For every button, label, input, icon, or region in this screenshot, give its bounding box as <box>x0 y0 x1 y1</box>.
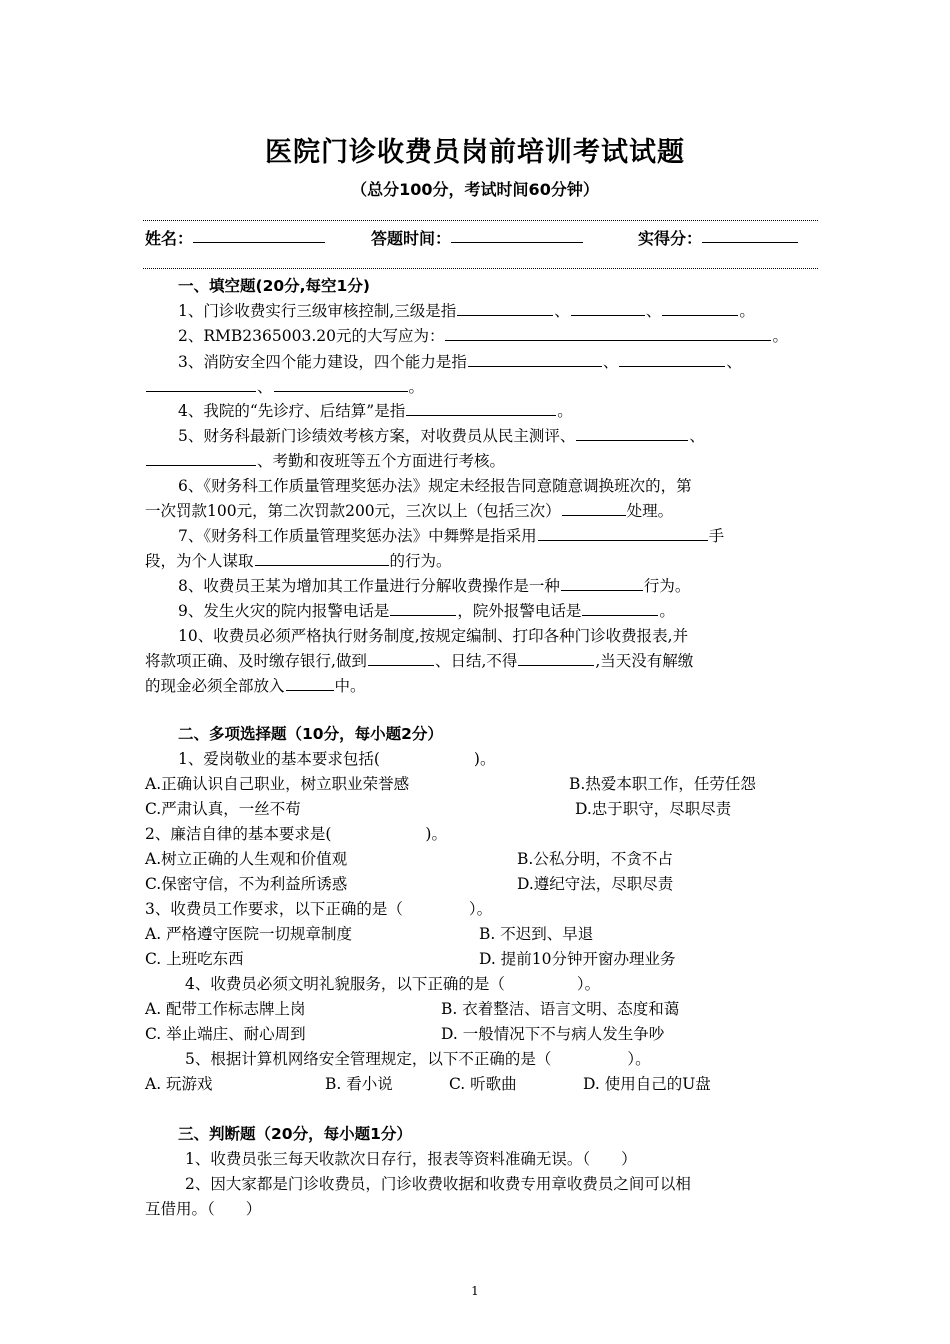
time-blank[interactable] <box>451 226 583 243</box>
blank[interactable] <box>619 352 725 367</box>
section-heading-judgement: 三、判断题（20分，每小题1分） <box>178 1125 412 1143</box>
blank[interactable] <box>286 676 334 691</box>
question-1-2: 2、RMB2365003.20元的大写应为： 。 <box>178 327 788 345</box>
option-b[interactable]: B. 看小说 <box>325 1075 393 1093</box>
blank[interactable] <box>457 301 553 316</box>
question-2-1-options <box>145 772 817 796</box>
option-b[interactable]: B.热爱本职工作，任劳任怨 <box>569 775 756 793</box>
section-heading-multichoice: 二、多项选择题（10分，每小题2分） <box>178 725 443 743</box>
blank[interactable] <box>146 377 256 392</box>
blank[interactable] <box>146 451 256 466</box>
score-blank[interactable] <box>702 226 798 243</box>
option-c[interactable]: C. 上班吃东西 <box>145 950 244 968</box>
option-d[interactable]: D. 使用自己的U盘 <box>583 1075 711 1093</box>
page-title: 医院门诊收费员岗前培训考试试题 <box>265 137 685 168</box>
question-1-9: 9、发生火灾的院内报警电话是 ，院外报警电话是 。 <box>178 602 675 620</box>
option-b[interactable]: B.公私分明，不贪不占 <box>517 850 673 868</box>
divider-top <box>143 220 818 221</box>
question-2-3: 3、收费员工作要求，以下正确的是（ ）。 <box>145 900 493 918</box>
question-1-5: 5、财务科最新门诊绩效考核方案，对收费员从民主测评、 、 <box>178 427 705 445</box>
blank[interactable] <box>538 526 708 541</box>
question-2-2-options <box>145 847 817 871</box>
question-2-5-options <box>145 1072 817 1096</box>
question-3-2-cont: 互借用。（ ） <box>145 1200 262 1218</box>
option-c[interactable]: C. 听歌曲 <box>449 1075 517 1093</box>
section-heading-fill: 一、填空题(20分,每空1分) <box>178 277 370 295</box>
option-d[interactable]: D.忠于职守，尽职尽责 <box>575 800 732 818</box>
blank[interactable] <box>576 426 688 441</box>
option-a[interactable]: A.正确认识自己职业，树立职业荣誉感 <box>145 775 410 793</box>
blank[interactable] <box>274 377 408 392</box>
question-2-1: 1、爱岗敬业的基本要求包括( )。 <box>178 750 496 768</box>
blank[interactable] <box>445 326 771 341</box>
option-c[interactable]: C. 举止端庄、耐心周到 <box>145 1025 306 1043</box>
question-1-7-cont: 段，为个人谋取 的行为。 <box>145 552 452 570</box>
question-1-10-cont2: 的现金必须全部放入 中。 <box>145 677 366 695</box>
option-c[interactable]: C.保密守信，不为利益所诱惑 <box>145 875 348 893</box>
question-2-2-options-2 <box>145 872 817 896</box>
question-2-4: 4、收费员必须文明礼貌服务，以下正确的是（ ）。 <box>185 975 601 993</box>
blank[interactable] <box>562 501 626 516</box>
question-3-1: 1、收费员张三每天收款次日存行，报表等资料准确无误。（ ） <box>185 1150 637 1168</box>
option-a[interactable]: A.树立正确的人生观和价值观 <box>145 850 348 868</box>
option-d[interactable]: D.遵纪守法，尽职尽责 <box>517 875 674 893</box>
question-1-10-cont: 将款项正确、及时缴存银行,做到 、日结,不得 ,当天没有解缴 <box>145 652 694 670</box>
question-2-5: 5、根据计算机网络安全管理规定，以下不正确的是（ ）。 <box>185 1050 651 1068</box>
blank[interactable] <box>468 352 602 367</box>
option-b[interactable]: B. 不迟到、早退 <box>479 925 594 943</box>
option-d[interactable]: D. 一般情况下不与病人发生争吵 <box>441 1025 665 1043</box>
option-d[interactable]: D. 提前10分钟开窗办理业务 <box>479 950 676 968</box>
question-2-1-options-2 <box>145 797 817 821</box>
blank[interactable] <box>571 301 645 316</box>
question-1-4: 4、我院的“先诊疗、后结算”是指 。 <box>178 402 573 420</box>
blank[interactable] <box>406 401 556 416</box>
question-2-3-options-2 <box>145 947 817 971</box>
blank[interactable] <box>518 651 594 666</box>
question-1-8: 8、收费员王某为增加其工作量进行分解收费操作是一种 行为。 <box>178 577 691 595</box>
option-c[interactable]: C.严肃认真，一丝不苟 <box>145 800 301 818</box>
name-blank[interactable] <box>193 226 325 243</box>
question-1-3: 3、消防安全四个能力建设，四个能力是指 、 、 <box>178 353 742 371</box>
time-field[interactable]: 答题时间： <box>371 226 451 249</box>
blank[interactable] <box>390 601 456 616</box>
option-b[interactable]: B. 衣着整洁、语言文明、态度和蔼 <box>441 1000 680 1018</box>
option-a[interactable]: A. 严格遵守医院一切规章制度 <box>145 925 353 943</box>
question-1-6-cont: 一次罚款100元，第二次罚款200元，三次以上（包括三次） 处理。 <box>145 502 674 520</box>
option-a[interactable]: A. 玩游戏 <box>145 1075 213 1093</box>
blank[interactable] <box>582 601 658 616</box>
page-subtitle: （总分100分，考试时间60分钟） <box>351 180 599 199</box>
question-1-10: 10、收费员必须严格执行财务制度,按规定编制、打印各种门诊收费报表,并 <box>178 627 689 645</box>
blank[interactable] <box>368 651 434 666</box>
question-2-4-options-2 <box>145 1022 817 1046</box>
question-3-2: 2、因大家都是门诊收费员，门诊收费收据和收费专用章收费员之间可以相 <box>185 1175 691 1193</box>
question-2-4-options <box>145 997 817 1021</box>
blank[interactable] <box>662 301 738 316</box>
question-1-3-cont: 、 。 <box>145 375 817 399</box>
blank[interactable] <box>561 576 643 591</box>
question-1-5-cont: 、考勤和夜班等五个方面进行考核。 <box>145 449 817 473</box>
question-1-7: 7、《财务科工作质量管理奖惩办法》中舞弊是指采用 手 <box>178 527 725 545</box>
blank[interactable] <box>255 551 389 566</box>
question-2-2: 2、廉洁自律的基本要求是( )。 <box>145 825 447 843</box>
name-field[interactable]: 姓名： <box>145 226 193 249</box>
question-2-3-options <box>145 922 817 946</box>
page-number: 1 <box>471 1284 479 1298</box>
score-field[interactable]: 实得分： <box>638 226 702 249</box>
divider-bottom <box>143 268 818 269</box>
question-1-1: 1、门诊收费实行三级审核控制,三级是指 、 、 。 <box>178 302 755 320</box>
question-1-6: 6、《财务科工作质量管理奖惩办法》规定未经报告同意随意调换班次的，第 <box>178 477 692 495</box>
option-a[interactable]: A. 配带工作标志牌上岗 <box>145 1000 306 1018</box>
